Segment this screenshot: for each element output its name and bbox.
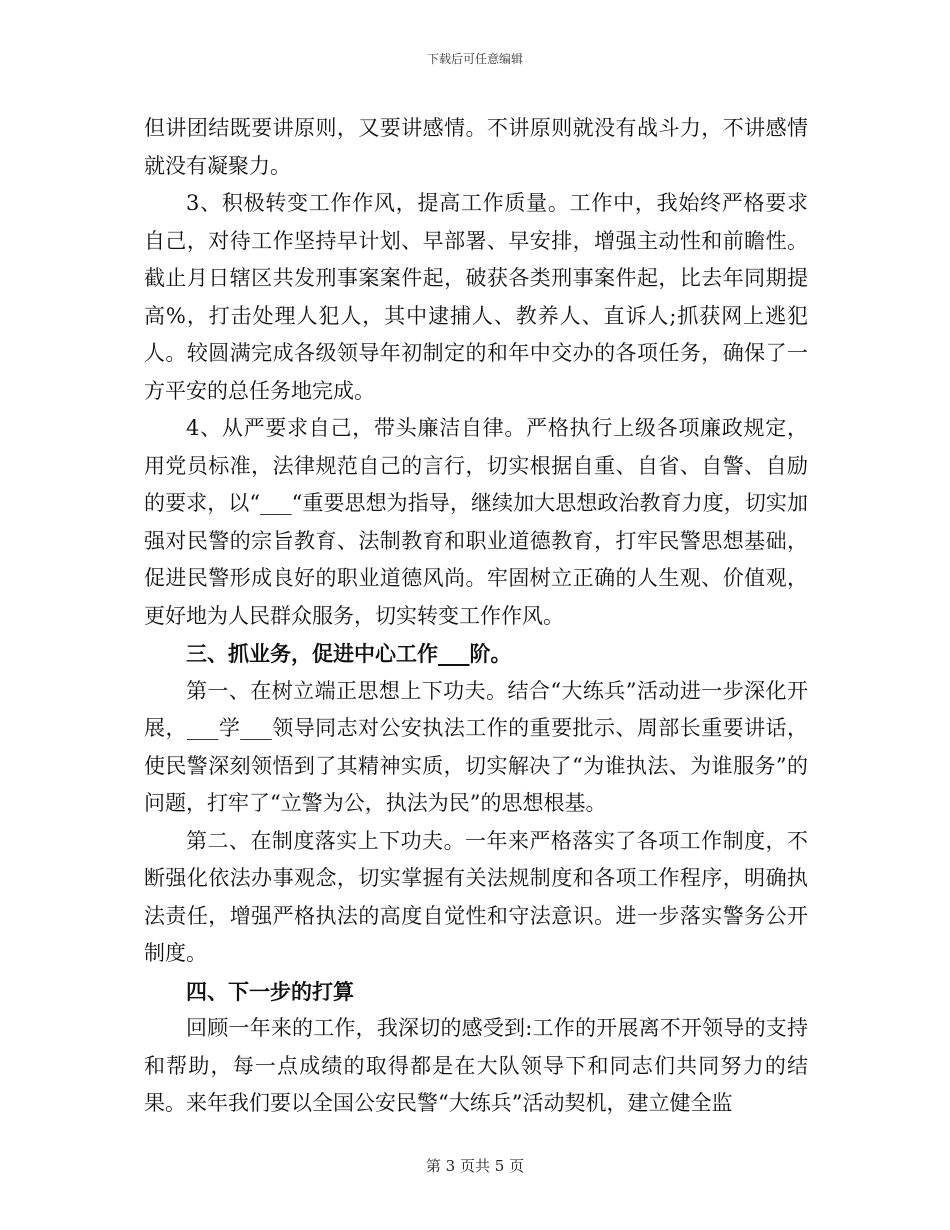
paragraph: 3、积极转变工作作风，提高工作质量。工作中，我始终严格要求自己，对待工作坚持早计划、早部署、早安排，增强主动性和前瞻性。截止月日辖区共发刑事案案件起，破获各类刑事案件起，比去年同期提高%，打击处理人犯人，其中逮捕人、教养人、直诉人;抓获网上逃犯人。较圆满完成各级领导年初制定的和年中交办的各项任务，确保了一方平安的总任务地完成。 [144,191,808,403]
paragraph: 第一、在树立端正思想上下功夫。结合“大练兵”活动进一步深化开展，___学___领导同志对公安执法工作的重要批示、周部长重要讲话，使民警深刻领悟到了其精神实质，切实解决了“为谁执法、为谁服务”的问题，打牢了“立警为公，执法为民”的思想根基。 [144,678,808,815]
paragraph: 回顾一年来的工作，我深切的感受到:工作的开展离不开领导的支持和帮助，每一点成绩的取得都是在大队领导下和同志们共同努力的结果。来年我们要以全国公安民警“大练兵”活动契机，建立健全监 [144,1016,808,1115]
page-header: 下载后可任意编辑 [426,52,523,66]
paragraph: 但讲团结既要讲原则，又要讲感情。不讲原则就没有战斗力，不讲感情就没有凝聚力。 [144,116,808,178]
page-footer: 第 3 页共 5 页 [425,1157,525,1175]
document-body [144,110,808,1123]
section-heading: 四、下一步的打算 [186,978,354,1004]
paragraph: 第二、在制度落实上下功夫。一年来严格落实了各项工作制度，不断强化依法办事观念，切实掌握有关法规制度和各项工作程序，明确执法责任，增强严格执法的高度自觉性和守法意识。进一步落实警务公开制度。 [144,828,808,965]
paragraph: 4、从严要求自己，带头廉洁自律。严格执行上级各项廉政规定，用党员标准，法律规范自己的言行，切实根据自重、自省、自警、自励的要求，以“___“重要思想为指导，继续加大思想政治教育力度，切实加强对民警的宗旨教育、法制教育和职业道德教育，打牢民警思想基础，促进民警形成良好的职业道德风尚。牢固树立正确的人生观、价值观，更好地为人民群众服务，切实转变工作作风。 [144,416,808,628]
section-heading: 三、抓业务，促进中心工作___阶。 [186,641,512,666]
